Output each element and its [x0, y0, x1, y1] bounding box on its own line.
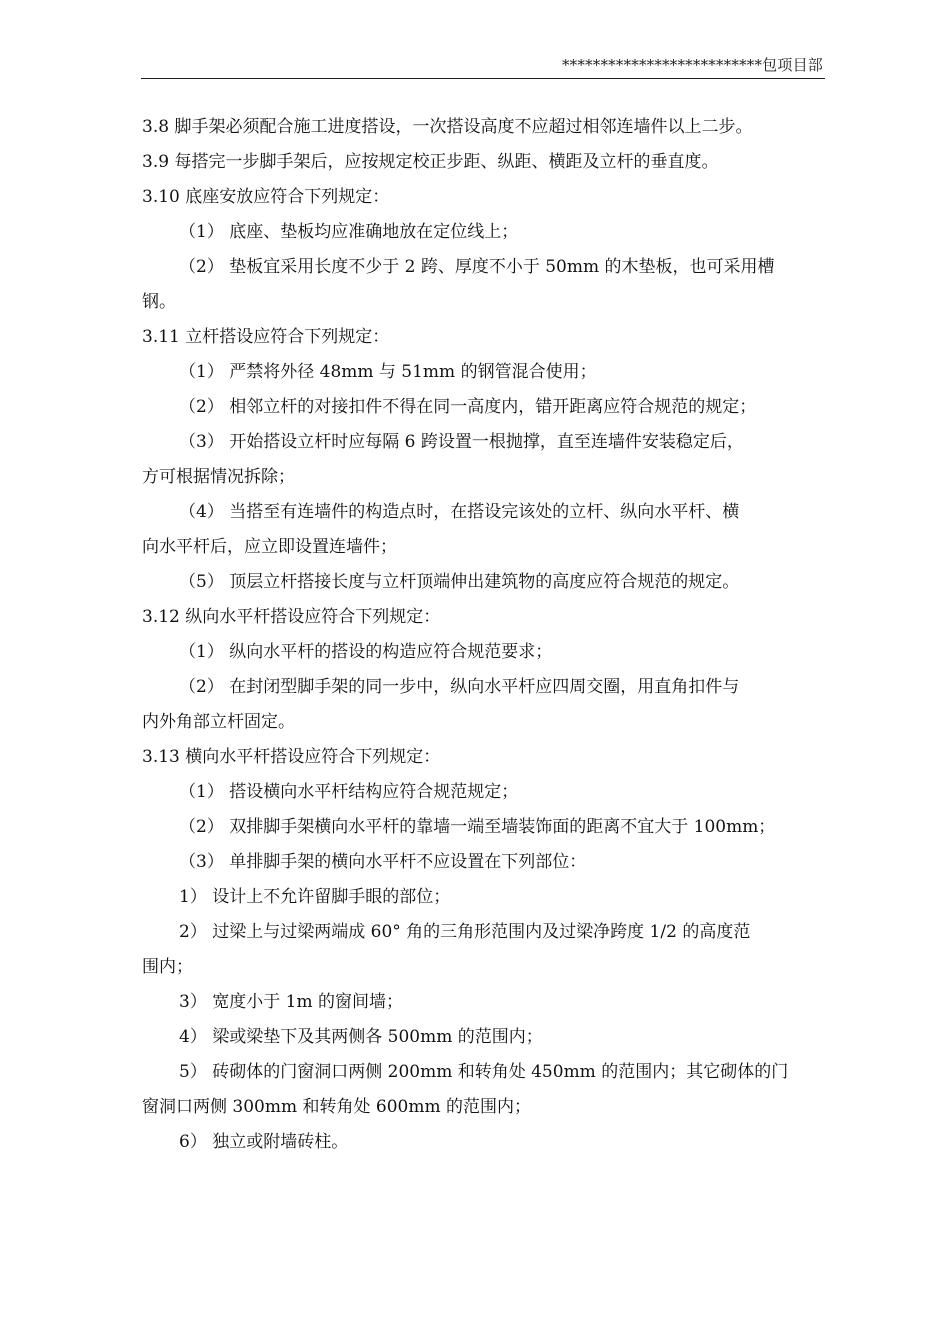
item-3-11-2: （2） 相邻立杆的对接扣件不得在同一高度内，错开距离应符合规范的规定；: [179, 397, 757, 417]
item-3-11-1: （1） 严禁将外径 48mm 与 51mm 的钢管混合使用；: [179, 362, 597, 382]
subitem-5-cont: 窗洞口两侧 300mm 和转角处 600mm 的范围内；: [142, 1097, 531, 1117]
item-3-12-2: （2） 在封闭型脚手架的同一步中，纵向水平杆应四周交圈，用直角扣件与: [179, 677, 740, 697]
paragraph-3-9: 3.9 每搭完一步脚手架后，应按规定校正步距、纵距、横距及立杆的垂直度。: [142, 152, 719, 172]
subitem-6: 6） 独立或附墙砖柱。: [179, 1132, 349, 1152]
subitem-3: 3） 宽度小于 1m 的窗间墙；: [179, 992, 403, 1012]
item-3-12-1: （1） 纵向水平杆的搭设的构造应符合规范要求；: [179, 642, 553, 662]
heading-3-10: 3.10 底座安放应符合下列规定：: [142, 187, 390, 207]
item-3-13-2: （2） 双排脚手架横向水平杆的靠墙一端至墙装饰面的距离不宜大于 100mm；: [179, 817, 776, 837]
item-3-10-2: （2） 垫板宜采用长度不少于 2 跨、厚度不小于 50mm 的木垫板，也可采用槽: [179, 257, 775, 277]
item-3-13-1: （1） 搭设横向水平杆结构应符合规范规定；: [179, 782, 519, 802]
item-3-11-4: （4） 当搭至有连墙件的构造点时，在搭设完该处的立杆、纵向水平杆、横: [179, 502, 740, 522]
heading-3-11: 3.11 立杆搭设应符合下列规定：: [142, 327, 390, 347]
heading-3-13: 3.13 横向水平杆搭设应符合下列规定：: [142, 747, 441, 767]
item-3-13-3: （3） 单排脚手架的横向水平杆不应设置在下列部位：: [179, 852, 587, 872]
subitem-4: 4） 梁或梁垫下及其两侧各 500mm 的范围内；: [179, 1027, 543, 1047]
item-3-12-2-cont: 内外角部立杆固定。: [142, 712, 295, 732]
item-3-10-1: （1） 底座、垫板均应准确地放在定位线上；: [179, 222, 519, 242]
item-3-11-3: （3） 开始搭设立杆时应每隔 6 跨设置一根抛撑，直至连墙件安装稳定后，: [179, 432, 744, 452]
paragraph-3-8: 3.8 脚手架必须配合施工进度搭设，一次搭设高度不应超过相邻连墙件以上二步。: [142, 117, 753, 137]
item-3-11-5: （5） 顶层立杆搭接长度与立杆顶端伸出建筑物的高度应符合规范的规定。: [179, 572, 740, 592]
item-3-11-3-cont: 方可根据情况拆除；: [142, 467, 295, 487]
subitem-2: 2） 过梁上与过梁两端成 60° 角的三角形范围内及过梁净跨度 1/2 的高度范: [179, 922, 751, 942]
document-body: [142, 110, 826, 1160]
item-3-11-4-cont: 向水平杆后，应立即设置连墙件；: [142, 537, 397, 557]
item-3-10-2-cont: 钢。: [142, 292, 176, 312]
subitem-1: 1） 设计上不允许留脚手眼的部位；: [179, 887, 451, 907]
heading-3-12: 3.12 纵向水平杆搭设应符合下列规定：: [142, 607, 441, 627]
page-header: [141, 52, 825, 79]
subitem-2-cont: 围内；: [142, 957, 193, 977]
header-text: **************************包项目部: [561, 56, 823, 74]
subitem-5: 5） 砖砌体的门窗洞口两侧 200mm 和转角处 450mm 的范围内；其它砌体的门: [179, 1062, 789, 1082]
